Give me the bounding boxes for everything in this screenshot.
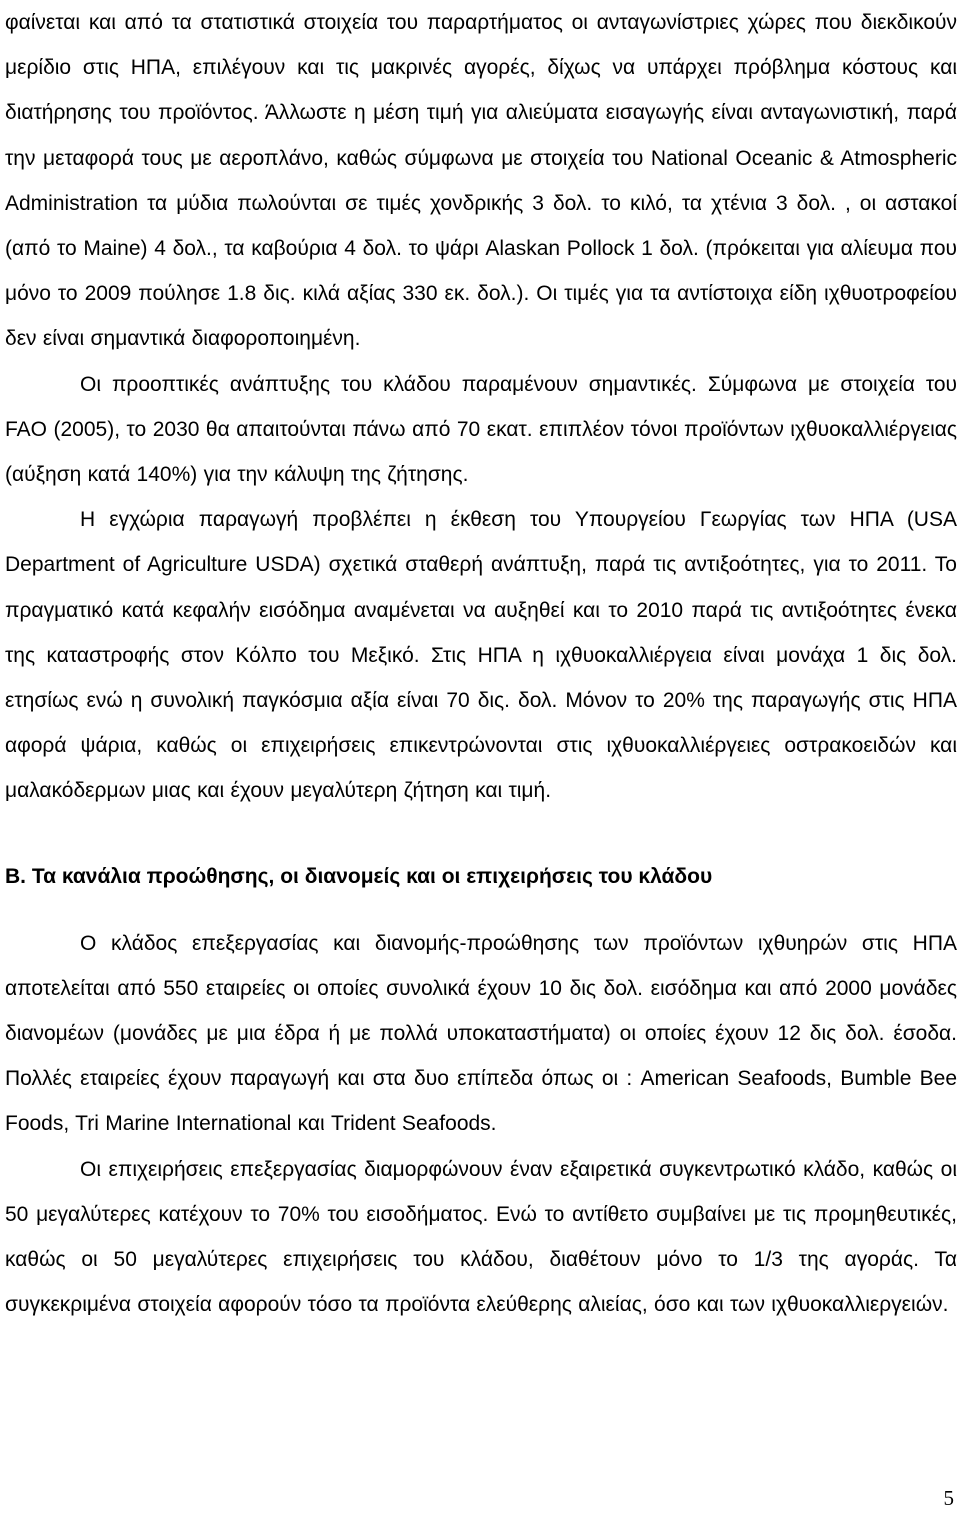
body-paragraph: Ο κλάδος επεξεργασίας και διανομής-προώθησης των προϊόντων ιχθυηρών στις ΗΠΑ αποτελείται από 550 εταιρείες οι οποίες συνολικά έχουν 10 δις δολ. εισόδημα και από 2000 μονάδες διανομέων (μονάδες με μια έδρα ή με πολλά υποκαταστήματα) οι οποίες έχουν 12 δις δολ. έσοδα. Πολλές εταιρείες έχουν παραγωγή και στα δυο επίπεδα όπως οι : American Seafoods, Bumble Bee Foods, Tri Marine International και Trident Seafoods. [5, 931, 957, 1136]
document-page [5, 0, 957, 1327]
section-heading: Β. Τα κανάλια προώθησης, οι διανομείς και οι επιχειρήσεις του κλάδου [5, 864, 713, 888]
spacer [5, 814, 957, 854]
page-number: 5 [943, 1486, 954, 1510]
body-paragraph: Οι επιχειρήσεις επεξεργασίας διαμορφώνουν έναν εξαιρετικά συγκεντρωτικό κλάδο, καθώς οι 50 μεγαλύτερες κατέχουν το 70% του εισοδήματος. Ενώ το αντίθετο συμβαίνει με τις προμηθευτικές, καθώς οι 50 μεγαλύτερες επιχειρήσεις του κλάδου, διαθέτουν μόνο το 1/3 της αγοράς. Τα συγκεκριμένα στοιχεία αφορούν τόσο τα προϊόντα ελεύθερης αλιείας, όσο και των ιχθυοκαλλιεργειών. [5, 1157, 957, 1317]
body-paragraph: Η εγχώρια παραγωγή προβλέπει η έκθεση του Υπουργείου Γεωργίας των ΗΠΑ (USA Department of Agriculture USDA) σχετικά σταθερή ανάπτυξη, παρά τις αντιξοότητες, για το 2011. Το πραγματικό κατά κεφαλήν εισόδημα αναμένεται να αυξηθεί και το 2010 παρά τις αντιξοότητες ένεκα της καταστροφής στον Κόλπο του Μεξικό. Στις ΗΠΑ η ιχθυοκαλλιέργεια είναι μονάχα 1 δις δολ. ετησίως ενώ η συνολική παγκόσμια αξία είναι 70 δις. δολ. Μόνον το 20% της παραγωγής στις ΗΠΑ αφορά ψάρια, καθώς οι επιχειρήσεις επικεντρώνονται στις ιχθυοκαλλιέργειες οστρακοειδών και μαλακόδερμων μιας και έχουν μεγαλύτερη ζήτηση και τιμή. [5, 508, 957, 803]
body-paragraph: φαίνεται και από τα στατιστικά στοιχεία του παραρτήματος οι ανταγωνίστριες χώρες που διεκδικούν μερίδιο στις ΗΠΑ, επιλέγουν και τις μακρινές αγορές, δίχως να υπάρχει πρόβλημα κόστους και διατήρησης του προϊόντος. Άλλωστε η μέση τιμή για αλιεύματα εισαγωγής είναι ανταγωνιστική, παρά την μεταφορά τους με αεροπλάνο, καθώς σύμφωνα με στοιχεία του National Oceanic & Atmospheric Administration τα μύδια πωλούνται σε τιμές χονδρικής 3 δολ. το κιλό, τα χτένια 3 δολ. , οι αστακοί (από το Maine) 4 δολ., τα καβούρια 4 δολ. το ψάρι Alaskan Pollock 1 δολ. (πρόκειται για αλίευμα που μόνο το 2009 πούλησε 1.8 δις. κιλά αξίας 330 εκ. δολ.). Οι τιμές για τα αντίστοιχα είδη ιχθυοτροφείου δεν είναι σημαντικά διαφοροποιημένη. [5, 11, 957, 351]
body-paragraph: Οι προοπτικές ανάπτυξης του κλάδου παραμένουν σημαντικές. Σύμφωνα με στοιχεία του FAO (2005), το 2030 θα απαιτούνται πάνω από 70 εκατ. επιπλέον τόνοι προϊόντων ιχθυοκαλλιέργειας (αύξηση κατά 140%) για την κάλυψη της ζήτησης. [5, 372, 957, 487]
spacer [5, 899, 957, 921]
